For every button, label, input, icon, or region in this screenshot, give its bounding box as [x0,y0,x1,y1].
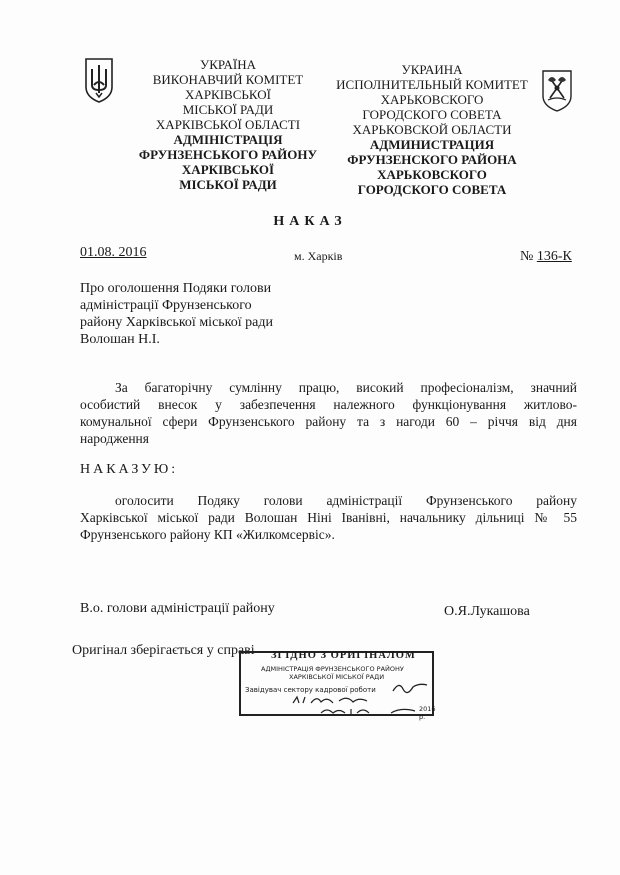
header-line: ХАРЬКОВСКОЙ ОБЛАСТИ [352,122,512,137]
header-line: МІСЬКОЇ РАДИ [179,177,277,192]
order-heading: НАКАЗУЮ: [80,462,179,477]
header-line: ГОРОДСКОГО СОВЕТА [357,182,507,197]
document-subject [80,280,340,348]
header-line: ГОРОДСКОГО СОВЕТА [362,107,502,122]
header-ukrainian [128,57,328,192]
number-prefix: № [520,249,534,264]
document-date: 01.08. 2016 [80,245,147,260]
header-line: ХАРЬКОВСКОГО [377,167,487,182]
paragraph-line: особистий внесок у забезпечення належного функціонування житлово- [80,397,577,412]
header-line: ИСПОЛНИТЕЛЬНЫЙ КОМИТЕТ [336,77,528,92]
handwritten-date [311,705,421,717]
document-title: НАКАЗ [273,214,347,229]
header-line: АДМИНИСТРАЦИЯ [369,137,495,152]
certification-stamp [239,650,436,721]
header-line: ВИКОНАВЧИЙ КОМІТЕТ [152,72,304,87]
subject-line: Про оголошення Подяки голови [80,281,272,296]
header-line: АДМІНІСТРАЦІЯ [173,132,283,147]
header-russian [332,62,532,197]
header-line: ФРУНЗЕНСЬКОГО РАЙОНУ [138,147,318,162]
header-line: ФРУНЗЕНСКОГО РАЙОНА [347,152,517,167]
stamp-year: 2016 р. [419,705,436,721]
number-value: 136-К [536,249,572,264]
subject-line: району Харківської міської ради [80,315,273,330]
stamp-position: Завідувач сектору кадрової роботи [245,686,376,694]
paragraph-line: Фрунзенського району КП «Жилкомсервіс». [80,527,335,542]
stamp-org-line: АДМІНІСТРАЦІЯ ФРУНЗЕНСЬКОГО РАЙОНУ [261,665,404,673]
header-line: УКРАЇНА [200,57,256,72]
subject-line: адміністрації Фрунзенського [80,298,252,313]
subject-line: Волошан Н.І. [80,332,160,347]
header-line: ХАРКІВСЬКОЇ [185,87,271,102]
stamp-heading: ЗГІДНО З ОРИГІНАЛОМ [271,650,416,661]
header-line: ХАРКІВСЬКОЇ [181,162,275,177]
stamp-org-line: ХАРКІВСЬКОЇ МІСЬКОЇ РАДИ [289,673,385,681]
kharkiv-coat-of-arms-icon [540,68,574,112]
preamble-paragraph [80,379,577,447]
header-line: УКРАИНА [401,62,463,77]
paragraph-line: оголосити Подяку голови адміністрації Фрунзенського району [115,493,577,508]
document-city: м. Харків [294,249,343,263]
paragraph-line: комунальної сфери Фрунзенського району та з нагоди 60 – річчя від дня [80,414,577,429]
paragraph-line: народження [80,431,149,446]
paragraph-line: Харківської міської ради Волошан Ніні Іванівні, начальнику дільниці № 55 [80,510,577,525]
header-line: МІСЬКОЇ РАДИ [182,102,274,117]
order-paragraph [80,492,577,543]
document-number [520,249,572,265]
signatory-title: В.о. голови адміністрації району [80,601,275,616]
paragraph-line: За багаторічну сумлінну працю, високий професіоналізм, значний [115,380,577,395]
signatory-name: О.Я.Лукашова [444,604,530,619]
handwritten-signature [391,679,431,695]
trident-coat-of-arms-icon [83,57,115,103]
header-line: ХАРЬКОВСКОГО [380,92,484,107]
original-note: Оригінал зберігається у справі [72,643,255,658]
header-line: ХАРКІВСЬКОЇ ОБЛАСТІ [155,117,301,132]
